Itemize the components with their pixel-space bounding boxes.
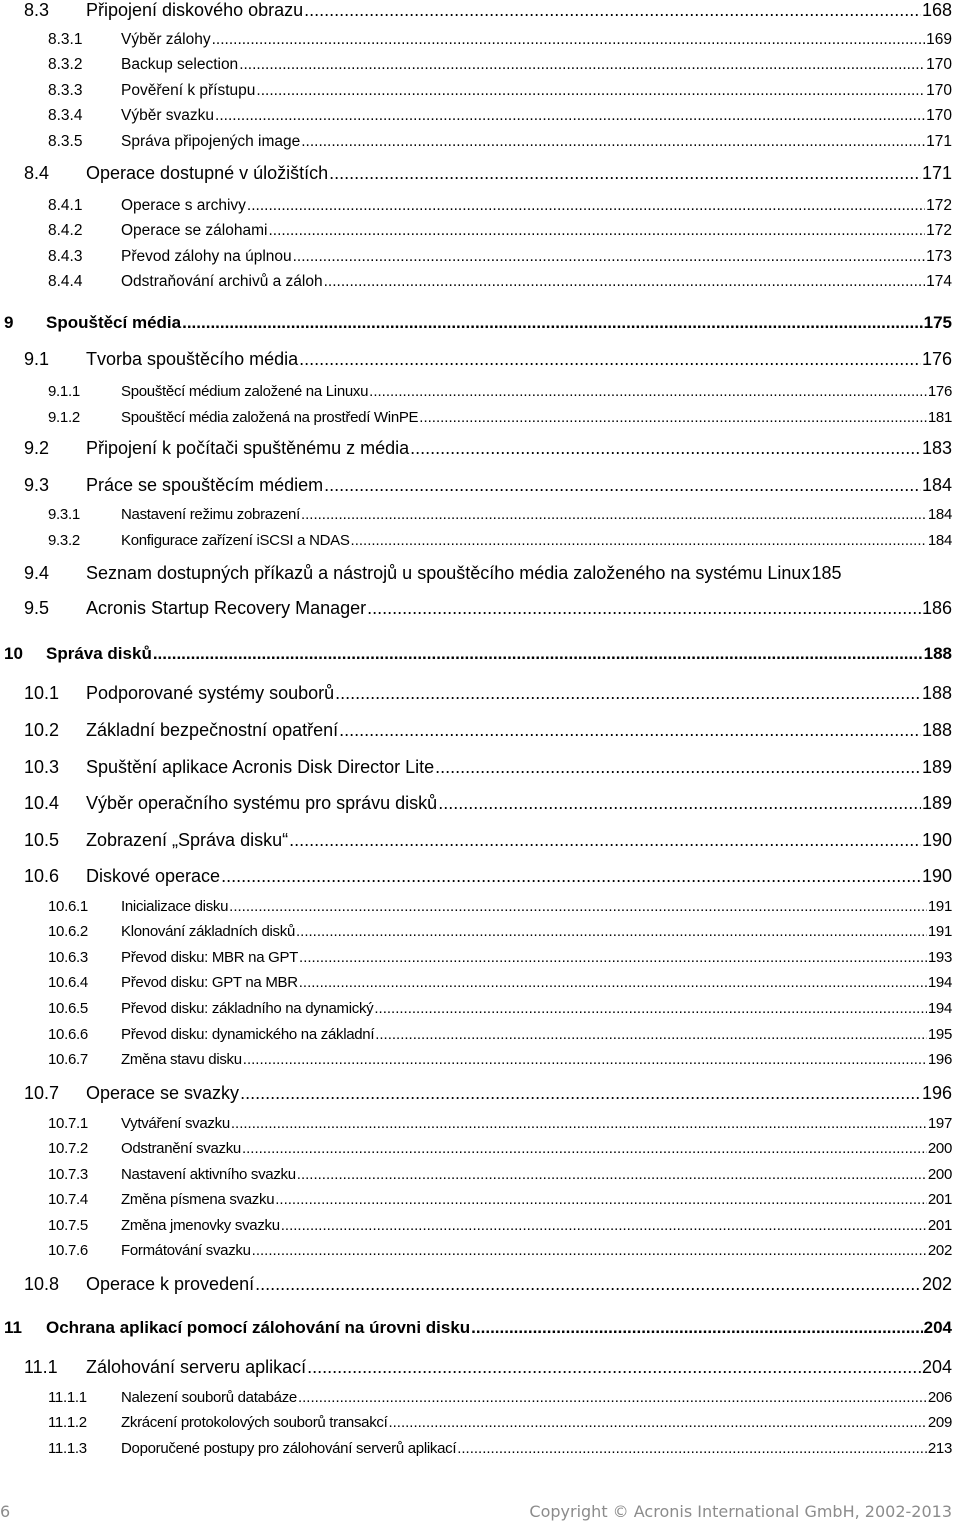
dot-leader <box>438 793 921 814</box>
toc-entry-line <box>121 1217 952 1234</box>
dot-leader <box>324 273 926 291</box>
toc-entry-page-number: 213 <box>927 1440 952 1457</box>
toc-entry-number: 10.7.3 <box>48 1166 88 1183</box>
toc-entry-line <box>121 1440 952 1457</box>
dot-leader <box>281 1217 927 1234</box>
toc-entry-title[interactable]: Změna stavu disku <box>121 1051 242 1068</box>
dot-leader <box>339 720 921 741</box>
toc-entry-number: 10.6 <box>24 866 60 886</box>
toc-entry-page-number: 194 <box>927 1000 952 1017</box>
toc-entry-title[interactable]: Tvorba spouštěcího média <box>86 349 299 369</box>
toc-entry-title[interactable]: Zkrácení protokolových souborů transakcí <box>121 1414 388 1431</box>
toc-entry-title[interactable]: Správa disků <box>46 644 152 663</box>
dot-leader <box>335 683 921 704</box>
toc-entry-number: 10.4 <box>24 793 60 813</box>
dot-leader <box>301 506 927 523</box>
toc-entry-title[interactable]: Převod zálohy na úplnou <box>121 248 292 265</box>
toc-entry-title[interactable]: Ochrana aplikací pomocí zálohování na úrovni disku <box>46 1318 471 1337</box>
toc-entry-title[interactable]: Zálohování serveru aplikací <box>86 1357 307 1377</box>
toc-entry-line <box>121 197 952 215</box>
toc-entry-title[interactable]: Zobrazení „Správa disku“ <box>86 830 289 850</box>
toc-entry-line <box>121 273 952 291</box>
toc-entry-title[interactable]: Připojení k počítači spuštěnému z média <box>86 438 410 458</box>
dot-leader <box>239 56 925 74</box>
toc-entry-page-number: 189 <box>921 757 952 777</box>
toc-entry-page-number: 202 <box>927 1242 952 1259</box>
toc-entry-page-number: 170 <box>926 107 952 124</box>
toc-entry-page-number: 183 <box>921 438 952 458</box>
toc-entry-line <box>121 1140 952 1157</box>
dot-leader <box>256 82 925 100</box>
toc-entry-number: 10.7 <box>24 1083 60 1103</box>
toc-entry-page-number: 191 <box>927 898 952 915</box>
toc-entry-title[interactable]: Odstraňování archivů a záloh <box>121 273 323 290</box>
toc-entry-line <box>121 82 952 100</box>
dot-leader <box>369 383 927 400</box>
toc-entry-number: 10.6.3 <box>48 949 88 966</box>
toc-entry-page-number: 175 <box>923 313 952 332</box>
toc-entry-page-number: 169 <box>926 31 952 48</box>
dot-leader <box>182 313 923 333</box>
toc-entry-line <box>121 383 952 400</box>
dot-leader <box>153 644 923 664</box>
toc-entry-number: 10.7.5 <box>48 1217 88 1234</box>
toc-entry-line <box>121 1000 952 1017</box>
toc-entry-number: 10.6.7 <box>48 1051 88 1068</box>
toc-entry-line <box>86 683 952 704</box>
dot-leader <box>374 1000 926 1017</box>
toc-entry-page-number: 193 <box>927 949 952 966</box>
dot-leader <box>215 107 925 125</box>
toc-entry-number: 10.6.6 <box>48 1026 88 1043</box>
toc-entry-line <box>121 1166 952 1183</box>
toc-entry-page-number: 171 <box>926 133 952 150</box>
toc-entry-line <box>86 438 952 459</box>
dot-leader <box>388 1414 926 1431</box>
dot-leader <box>240 1083 921 1104</box>
toc-entry-title[interactable]: Formátování svazku <box>121 1242 251 1259</box>
toc-entry-page-number: 195 <box>927 1026 952 1043</box>
dot-leader <box>299 349 921 370</box>
toc-entry-number: 10.7.1 <box>48 1115 88 1132</box>
toc-entry-title[interactable]: Převod disku: základního na dynamický <box>121 1000 374 1017</box>
toc-entry-page-number: 176 <box>921 349 952 369</box>
toc-entry-number: 9.5 <box>24 598 50 618</box>
toc-entry-title[interactable]: Seznam dostupných příkazů a nástrojů u spouštěcího média založeného na systému Linux <box>86 563 811 583</box>
toc-entry-title[interactable]: Převod disku: dynamického na základní <box>121 1026 375 1043</box>
toc-entry-page-number: 186 <box>921 598 952 618</box>
toc-entry-title[interactable]: Operace k provedení <box>86 1274 255 1294</box>
toc-entry-page-number: 171 <box>921 163 952 183</box>
toc-entry-number: 8.3.4 <box>48 107 83 124</box>
toc-entry-page-number: 200 <box>927 1166 952 1183</box>
toc-entry-number: 9.1.2 <box>48 409 80 426</box>
toc-entry-page-number: 185 <box>811 563 842 583</box>
toc-entry-page-number: 184 <box>927 532 952 549</box>
toc-entry-number: 9.4 <box>24 563 50 583</box>
toc-entry-page-number: 174 <box>926 273 952 290</box>
dot-leader <box>275 1191 927 1208</box>
toc-entry-page-number: 201 <box>927 1217 952 1234</box>
dot-leader <box>298 1389 927 1406</box>
toc-entry-line <box>121 923 952 940</box>
toc-entry-number: 11.1.3 <box>48 1440 87 1457</box>
toc-entry-title[interactable]: Nalezení souborů databáze <box>121 1389 297 1406</box>
toc-entry-line <box>86 866 952 887</box>
toc-entry-line <box>86 1357 952 1378</box>
toc-entry-page-number: 172 <box>926 197 952 214</box>
toc-entry-page-number: 188 <box>921 683 952 703</box>
toc-entry-page-number: 190 <box>921 830 952 850</box>
toc-entry-title[interactable]: Pověření k přístupu <box>121 82 256 99</box>
toc-entry-number: 8.4.3 <box>48 248 83 265</box>
dot-leader <box>243 1051 927 1068</box>
toc-entry-page-number: 168 <box>921 0 952 20</box>
toc-entry-line <box>86 563 952 584</box>
toc-entry-page-number: 184 <box>927 506 952 523</box>
toc-entry-line <box>121 56 952 74</box>
toc-entry-line <box>121 1191 952 1208</box>
toc-entry-page-number: 209 <box>927 1414 952 1431</box>
dot-leader <box>242 1140 927 1157</box>
dot-leader <box>252 1242 927 1259</box>
toc-entry-number: 10.3 <box>24 757 60 777</box>
toc-entry-title[interactable]: Změna jmenovky svazku <box>121 1217 280 1234</box>
toc-entry-page-number: 176 <box>927 383 952 400</box>
toc-entry-line <box>86 1274 952 1295</box>
dot-leader <box>329 163 921 184</box>
toc-entry-title[interactable]: Práce se spouštěcím médiem <box>86 475 324 495</box>
toc-entry-line <box>121 222 952 240</box>
toc-entry-line <box>86 1083 952 1104</box>
toc-entry-number: 10.6.5 <box>48 1000 88 1017</box>
dot-leader <box>293 248 926 266</box>
toc-entry-page-number: 170 <box>926 56 952 73</box>
dot-leader <box>419 409 927 426</box>
toc-entry-number: 10.7.2 <box>48 1140 88 1157</box>
toc-entry-line <box>121 1242 952 1259</box>
toc-entry-line <box>121 133 952 151</box>
toc-entry-number: 10 <box>4 644 23 663</box>
toc-entry-number: 9.3.1 <box>48 506 80 523</box>
toc-entry-title[interactable]: Výběr zálohy <box>121 31 211 48</box>
toc-entry-line <box>121 949 952 966</box>
toc-entry-title[interactable]: Spouštěcí média založená na prostředí WinPE <box>121 409 419 426</box>
toc-entry-number: 9 <box>4 313 14 332</box>
toc-entry-title[interactable]: Backup selection <box>121 56 239 73</box>
toc-entry-page-number: 190 <box>921 866 952 886</box>
toc-entry-number: 8.3.5 <box>48 133 83 150</box>
toc-entry-line <box>121 409 952 426</box>
toc-entry-line <box>46 313 952 333</box>
toc-entry-title[interactable]: Operace s archivy <box>121 197 246 214</box>
toc-entry-page-number: 200 <box>927 1140 952 1157</box>
toc-entry-line <box>121 1026 952 1043</box>
toc-entry-title[interactable]: Podporované systémy souborů <box>86 683 335 703</box>
toc-entry-title[interactable]: Změna písmena svazku <box>121 1191 275 1208</box>
toc-entry-line <box>121 31 952 49</box>
toc-entry-number: 11.1.1 <box>48 1389 87 1406</box>
toc-entry-number: 11.1 <box>24 1357 58 1377</box>
toc-entry-number: 9.3.2 <box>48 532 80 549</box>
toc-entry-line <box>86 830 952 851</box>
toc-entry-number: 8.4.2 <box>48 222 83 239</box>
dot-leader <box>212 31 926 49</box>
toc-entry-line <box>46 1318 952 1338</box>
toc-entry-number: 11.1.2 <box>48 1414 87 1431</box>
toc-entry-page-number: 188 <box>923 644 952 663</box>
toc-entry-line <box>121 248 952 266</box>
toc-entry-title[interactable]: Převod disku: GPT na MBR <box>121 974 298 991</box>
toc-entry-title[interactable]: Odstranění svazku <box>121 1140 241 1157</box>
toc-entry-title[interactable]: Nastavení režimu zobrazení <box>121 506 300 523</box>
toc-entry-page-number: 181 <box>927 409 952 426</box>
toc-entry-title[interactable]: Inicializace disku <box>121 898 229 915</box>
toc-entry-line <box>86 720 952 741</box>
toc-entry-line <box>86 0 952 21</box>
toc-entry-line <box>86 757 952 778</box>
toc-entry-line <box>121 898 952 915</box>
toc-entry-number: 8.4.4 <box>48 273 83 290</box>
dot-leader <box>221 866 921 887</box>
toc-entry-title[interactable]: Konfigurace zařízení iSCSI a NDAS <box>121 532 350 549</box>
toc-entry-line <box>121 1051 952 1068</box>
dot-leader <box>268 222 925 240</box>
toc-entry-number: 10.6.1 <box>48 898 88 915</box>
toc-entry-title[interactable]: Acronis Startup Recovery Manager <box>86 598 367 618</box>
dot-leader <box>435 757 921 778</box>
toc-entry-line <box>121 1115 952 1132</box>
toc-entry-title[interactable]: Doporučené postupy pro zálohování serverů aplikací <box>121 1440 457 1457</box>
toc-entry-title[interactable]: Operace se svazky <box>86 1083 240 1103</box>
toc-entry-line <box>121 532 952 549</box>
toc-entry-number: 8.3 <box>24 0 50 20</box>
toc-entry-title[interactable]: Operace dostupné v úložištích <box>86 163 329 183</box>
toc-entry-number: 10.7.4 <box>48 1191 88 1208</box>
toc-entry-title[interactable]: Připojení diskového obrazu <box>86 0 304 20</box>
toc-entry-title[interactable]: Operace se zálohami <box>121 222 268 239</box>
toc-entry-number: 8.3.3 <box>48 82 83 99</box>
dot-leader <box>247 197 925 215</box>
dot-leader <box>299 974 927 991</box>
toc-entry-number: 8.4.1 <box>48 197 83 214</box>
toc-entry-line <box>86 163 952 184</box>
toc-entry-line <box>121 974 952 991</box>
toc-entry-number: 8.3.1 <box>48 31 83 48</box>
toc-entry-number: 10.8 <box>24 1274 60 1294</box>
dot-leader <box>289 830 921 851</box>
toc-entry-line <box>86 793 952 814</box>
toc-entry-title[interactable]: Spuštění aplikace Acronis Disk Director Lite <box>86 757 435 777</box>
toc-entry-line <box>121 506 952 523</box>
toc-entry-line <box>121 1389 952 1406</box>
dot-leader <box>375 1026 927 1043</box>
toc-entry-page-number: 194 <box>927 974 952 991</box>
toc-entry-page-number: 189 <box>921 793 952 813</box>
toc-entry-page-number: 202 <box>921 1274 952 1294</box>
toc-entry-number: 10.2 <box>24 720 60 740</box>
dot-leader <box>367 598 921 619</box>
toc-entry-page-number: 170 <box>926 82 952 99</box>
toc-entry-line <box>121 1414 952 1431</box>
toc-entry-page-number: 196 <box>921 1083 952 1103</box>
toc-entry-line <box>121 107 952 125</box>
toc-entry-page-number: 201 <box>927 1191 952 1208</box>
dot-leader <box>255 1274 921 1295</box>
page-footer <box>0 1502 960 1522</box>
toc-entry-page-number: 204 <box>923 1318 952 1337</box>
toc-entry-title[interactable]: Klonování základních disků <box>121 923 295 940</box>
toc-entry-number: 9.1.1 <box>48 383 80 400</box>
toc-entry-number: 9.2 <box>24 438 50 458</box>
toc-entry-number: 11 <box>4 1318 22 1337</box>
dot-leader <box>304 0 921 21</box>
toc-entry-number: 8.3.2 <box>48 56 83 73</box>
toc-entry-title[interactable]: Diskové operace <box>86 866 221 886</box>
toc-entry-page-number: 173 <box>926 248 952 265</box>
toc-entry-page-number: 172 <box>926 222 952 239</box>
toc-entry-page-number: 197 <box>927 1115 952 1132</box>
toc-entry-number: 9.1 <box>24 349 50 369</box>
toc-entry-title[interactable]: Výběr svazku <box>121 107 215 124</box>
toc-entry-title[interactable]: Spouštěcí média <box>46 313 182 332</box>
toc-entry-title[interactable]: Správa připojených image <box>121 133 301 150</box>
toc-entry-line <box>86 475 952 496</box>
dot-leader <box>457 1440 927 1457</box>
dot-leader <box>307 1357 921 1378</box>
toc-entry-number: 10.6.2 <box>48 923 88 940</box>
toc-entry-page-number: 204 <box>921 1357 952 1377</box>
toc-entry-title[interactable]: Vytváření svazku <box>121 1115 230 1132</box>
toc-entry-line <box>86 349 952 370</box>
dot-leader <box>471 1318 922 1338</box>
toc-entry-title[interactable]: Výběr operačního systému pro správu disků <box>86 793 438 813</box>
dot-leader <box>324 475 921 496</box>
toc-entry-page-number: 184 <box>921 475 952 495</box>
footer-page-number: 6 <box>0 1502 11 1521</box>
dot-leader <box>299 949 927 966</box>
dot-leader <box>301 133 925 151</box>
toc-entry-page-number: 196 <box>927 1051 952 1068</box>
toc-entry-title[interactable]: Nastavení aktivního svazku <box>121 1166 296 1183</box>
toc-entry-title[interactable]: Spouštěcí médium založené na Linuxu <box>121 383 369 400</box>
toc-entry-page-number: 206 <box>927 1389 952 1406</box>
dot-leader <box>296 923 927 940</box>
toc-entry-title[interactable]: Převod disku: MBR na GPT <box>121 949 299 966</box>
toc-entry-line <box>86 598 952 619</box>
toc-entry-number: 10.5 <box>24 830 60 850</box>
dot-leader <box>351 532 927 549</box>
dot-leader <box>410 438 921 459</box>
footer-copyright: Copyright © Acronis International GmbH, 2002-2013 <box>529 1502 952 1521</box>
toc-entry-number: 10.7.6 <box>48 1242 88 1259</box>
dot-leader <box>229 898 927 915</box>
toc-entry-number: 9.3 <box>24 475 50 495</box>
toc-entry-line <box>46 644 952 664</box>
dot-leader <box>297 1166 927 1183</box>
toc-entry-page-number: 191 <box>927 923 952 940</box>
toc-entry-number: 8.4 <box>24 163 50 183</box>
toc-entry-title[interactable]: Základní bezpečnostní opatření <box>86 720 339 740</box>
toc-entry-page-number: 188 <box>921 720 952 740</box>
toc-entry-number: 10.1 <box>24 683 60 703</box>
dot-leader <box>231 1115 927 1132</box>
toc-entry-number: 10.6.4 <box>48 974 88 991</box>
